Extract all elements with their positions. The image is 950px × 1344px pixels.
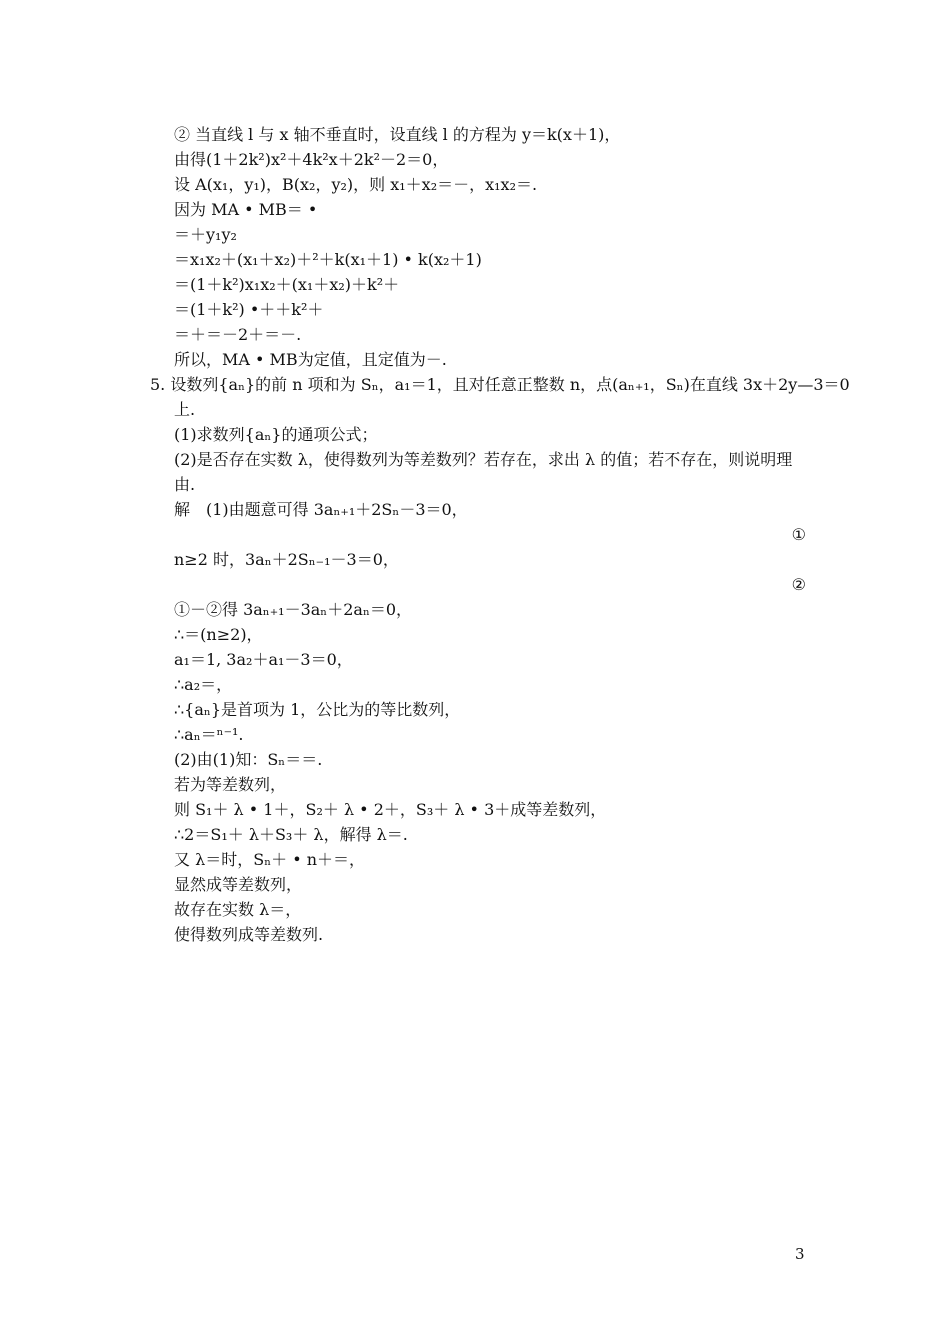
page-number: 3	[795, 1245, 805, 1263]
text-line: ∴aₙ＝ⁿ⁻¹.	[174, 725, 244, 744]
text-line: ∴{aₙ}是首项为 1，公比为的等比数列，	[174, 700, 461, 719]
text-line: 上.	[174, 400, 196, 419]
text-line: 因为 MA • MB＝ •	[174, 200, 318, 219]
text-line: ∴＝(n≥2)，	[174, 625, 263, 644]
text-line: 由.	[174, 475, 196, 494]
solution-start: 解 (1)由题意可得 3aₙ₊₁＋2Sₙ－3＝0，	[174, 500, 468, 519]
sub-question-1: (1)求数列{aₙ}的通项公式；	[174, 425, 378, 444]
text-line: ＝＋＝－2＋＝－.	[174, 325, 302, 344]
text-line: a₁＝1, 3a₂＋a₁－3＝0，	[174, 650, 353, 669]
equation-marker-2: ②	[791, 575, 806, 594]
equation-marker-1: ①	[791, 525, 806, 544]
text-line: ＝(1＋k²)x₁x₂＋(x₁＋x₂)＋k²＋	[174, 275, 400, 294]
text-line: ∴2＝S₁＋ λ＋S₃＋ λ，解得 λ＝.	[174, 825, 408, 844]
text-line: 设 A(x₁，y₁)，B(x₂，y₂)，则 x₁＋x₂＝－，x₁x₂＝.	[174, 175, 538, 194]
text-line: ② 当直线 l 与 x 轴不垂直时，设直线 l 的方程为 y＝k(x＋1)，	[174, 125, 621, 144]
text-line: 由得(1＋2k²)x²＋4k²x＋2k²－2＝0，	[174, 150, 449, 169]
text-line: (2)由(1)知：Sₙ＝＝.	[174, 750, 323, 769]
text-line: 显然成等差数列，	[174, 875, 303, 894]
text-line: ＝＋y₁y₂	[174, 225, 237, 244]
text-line: 使得数列成等差数列.	[174, 925, 324, 944]
text-line: ∴a₂＝，	[174, 675, 233, 694]
text-line: n≥2 时，3aₙ＋2Sₙ₋₁－3＝0，	[174, 550, 399, 569]
text-line: ①－②得 3aₙ₊₁－3aₙ＋2aₙ＝0，	[174, 600, 413, 619]
text-line: 则 S₁＋ λ • 1＋，S₂＋ λ • 2＋，S₃＋ λ • 3＋成等差数列，	[174, 800, 607, 819]
problem-statement: 5. 设数列{aₙ}的前 n 项和为 Sₙ，a₁＝1，且对任意正整数 n，点(aₙ₊₁，Sₙ)在直线 3x＋2y—3＝0	[150, 375, 850, 394]
sub-question-2: (2)是否存在实数 λ，使得数列为等差数列？若存在，求出 λ 的值；若不存在，则说明理	[174, 450, 793, 469]
text-line: 所以，MA • MB为定值，且定值为－.	[174, 350, 447, 369]
text-line: ＝(1＋k²) •＋＋k²＋	[174, 300, 324, 319]
text-line: 若为等差数列，	[174, 775, 287, 794]
text-line: ＝x₁x₂＋(x₁＋x₂)＋²＋k(x₁＋1) • k(x₂＋1)	[174, 250, 482, 269]
text-line: 又 λ＝时，Sₙ＋ • n＋＝，	[174, 850, 366, 869]
text-line: 故存在实数 λ＝，	[174, 900, 302, 919]
